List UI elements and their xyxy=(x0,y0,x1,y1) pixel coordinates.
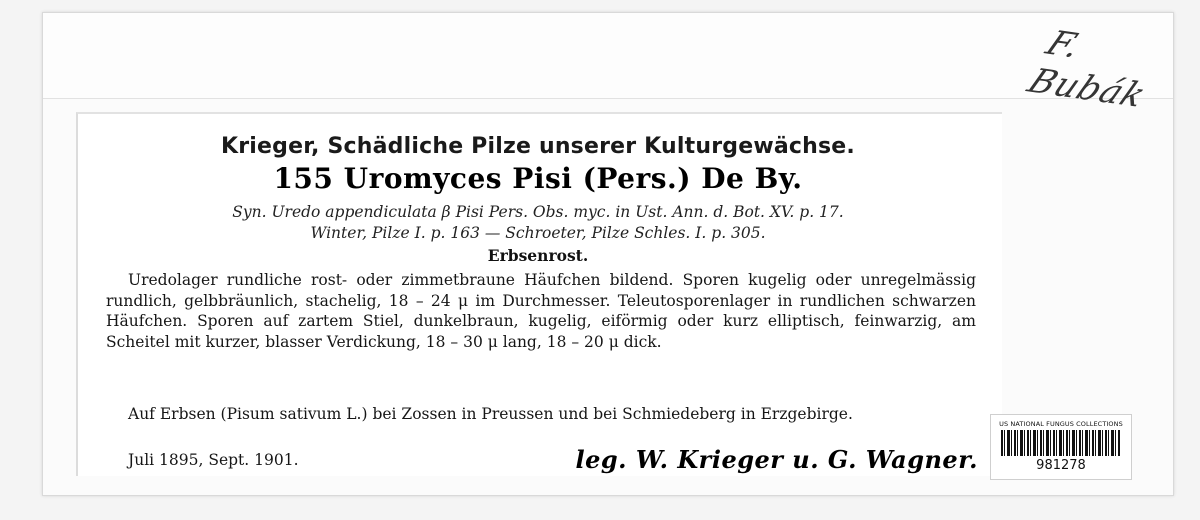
barcode-label xyxy=(990,414,1132,480)
series-heading: Krieger, Schädliche Pilze unserer Kulturgewächse. xyxy=(221,134,855,159)
sheet-header-band xyxy=(43,13,1173,99)
synonyms-block xyxy=(88,202,988,244)
barcode-number: 981278 xyxy=(1036,458,1086,473)
synonyms-line: Winter, Pilze I. p. 163 — Schroeter, Pilze Schles. I. p. 305. xyxy=(310,224,766,242)
locality-text: Auf Erbsen (Pisum sativum L.) bei Zossen in Preussen und bei Schmiedeberg in Erzgebirge. xyxy=(128,405,853,423)
common-name: Erbsenrost. xyxy=(487,246,589,265)
species-description: Uredolager rundliche rost- oder zimmetbraune Häufchen bildend. Sporen kugelig oder unregelmässig rundlich, gelbbräunlich, stachelig, 18 – 24 μ im Durchmesser. Teleutosporenlager in rundlichen schwarzen Häufchen. Sporen auf zartem Stiel, dunkelbraun, kugelig, eiförmig oder kurz elliptisch, feinwarzig, am Scheitel mit kurzer, blasser Verdickung, 18 – 30 μ lang, 18 – 20 μ dick. xyxy=(106,271,976,351)
barcode-icon xyxy=(1001,430,1121,456)
label-content xyxy=(88,124,988,474)
handwritten-signature: F. Bubák xyxy=(1021,23,1154,116)
synonyms-line: Syn. Uredo appendiculata β Pisi Pers. Obs. myc. in Ust. Ann. d. Bot. XV. p. 17. xyxy=(232,203,844,221)
collection-dates: Juli 1895, Sept. 1901. xyxy=(128,451,299,469)
barcode-caption: US NATIONAL FUNGUS COLLECTIONS xyxy=(999,420,1123,428)
collectors-line: leg. W. Krieger u. G. Wagner. xyxy=(575,445,978,474)
species-title: 155 Uromyces Pisi (Pers.) De By. xyxy=(273,162,803,195)
